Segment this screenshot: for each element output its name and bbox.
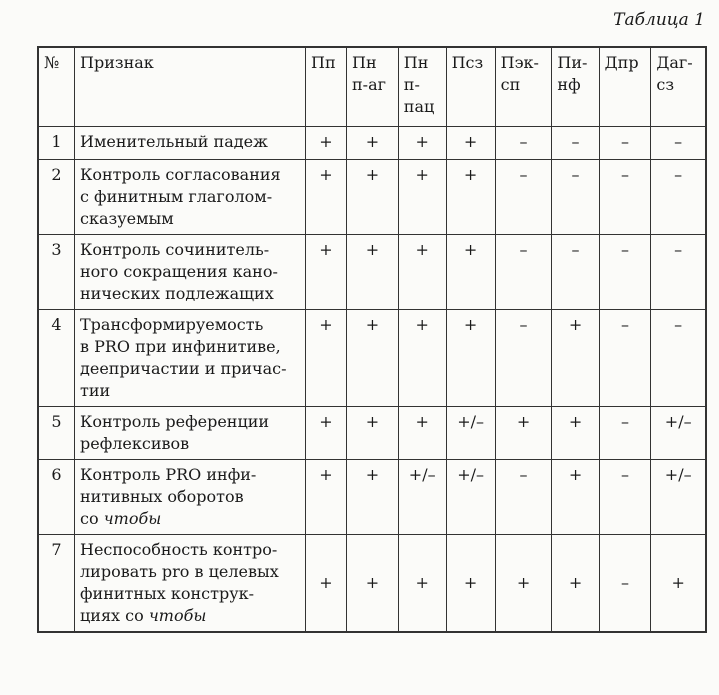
cell-mark: + xyxy=(446,235,495,310)
cell-mark: + xyxy=(398,407,446,460)
cell-mark: + xyxy=(446,535,495,633)
cell-mark: + xyxy=(347,160,399,235)
header-number: № xyxy=(38,47,75,127)
cell-mark: – xyxy=(495,235,552,310)
cell-mark: + xyxy=(552,310,599,407)
cell-mark: – xyxy=(599,160,651,235)
table-row xyxy=(38,460,706,535)
cell-mark: + xyxy=(306,235,347,310)
table-row xyxy=(38,407,706,460)
cell-mark: + xyxy=(552,535,599,633)
cell-mark: + xyxy=(306,460,347,535)
row-feature: Контроль PRO инфи- нитивных оборотов со чтобы xyxy=(75,460,306,535)
cell-mark: – xyxy=(599,407,651,460)
cell-mark: – xyxy=(651,127,706,160)
row-number: 3 xyxy=(38,235,75,310)
cell-mark: – xyxy=(599,310,651,407)
row-feature: Трансформируемость в PRO при инфинитиве, деепричастии и причас- тии xyxy=(75,310,306,407)
row-feature: Контроль референции рефлексивов xyxy=(75,407,306,460)
cell-mark: + xyxy=(398,310,446,407)
cell-mark: +/– xyxy=(398,460,446,535)
table-row xyxy=(38,310,706,407)
cell-mark: + xyxy=(306,310,347,407)
row-feature: Именительный падеж xyxy=(75,127,306,160)
row-feature: Контроль согласования с финитным глаголом- сказуемым xyxy=(75,160,306,235)
cell-mark: – xyxy=(599,127,651,160)
table-row xyxy=(38,127,706,160)
cell-mark: + xyxy=(495,407,552,460)
header-psz: Псз xyxy=(446,47,495,127)
cell-mark: + xyxy=(347,535,399,633)
cell-mark: – xyxy=(495,310,552,407)
cell-mark: + xyxy=(446,310,495,407)
header-pn-pac: Пн п- пац xyxy=(398,47,446,127)
header-pn-ag: Пн п-аг xyxy=(347,47,399,127)
header-dag-sz: Даг- сз xyxy=(651,47,706,127)
row-feature: Неспособность контро- лировать pro в целевых финитных конструк- циях со чтобы xyxy=(75,535,306,633)
cell-mark: – xyxy=(599,460,651,535)
table-row xyxy=(38,160,706,235)
cell-mark: – xyxy=(651,160,706,235)
cell-mark: + xyxy=(398,535,446,633)
cell-mark: – xyxy=(552,235,599,310)
cell-mark: + xyxy=(347,310,399,407)
cell-mark: + xyxy=(347,235,399,310)
cell-mark: – xyxy=(552,127,599,160)
feature-table xyxy=(37,46,707,633)
row-feature: Контроль сочинитель- ного сокращения кано- нических подлежащих xyxy=(75,235,306,310)
cell-mark: +/– xyxy=(651,407,706,460)
table-row xyxy=(38,535,706,633)
cell-mark: + xyxy=(398,127,446,160)
table-row xyxy=(38,235,706,310)
cell-mark: – xyxy=(495,160,552,235)
cell-mark: + xyxy=(306,127,347,160)
row-number: 7 xyxy=(38,535,75,633)
cell-mark: + xyxy=(306,160,347,235)
cell-mark: + xyxy=(398,235,446,310)
cell-mark: + xyxy=(306,407,347,460)
cell-mark: + xyxy=(446,160,495,235)
cell-mark: + xyxy=(398,160,446,235)
row-number: 6 xyxy=(38,460,75,535)
cell-mark: + xyxy=(347,407,399,460)
row-number: 4 xyxy=(38,310,75,407)
cell-mark: – xyxy=(552,160,599,235)
row-number: 5 xyxy=(38,407,75,460)
cell-mark: +/– xyxy=(446,407,495,460)
header-feature: Признак xyxy=(75,47,306,127)
cell-mark: – xyxy=(651,310,706,407)
header-pi-nf: Пи- нф xyxy=(552,47,599,127)
row-number: 2 xyxy=(38,160,75,235)
cell-mark: + xyxy=(347,127,399,160)
row-number: 1 xyxy=(38,127,75,160)
cell-mark: – xyxy=(495,127,552,160)
table-caption: Таблица 1 xyxy=(613,10,705,30)
cell-mark: +/– xyxy=(446,460,495,535)
cell-mark: + xyxy=(347,460,399,535)
header-pek-sp: Пэк- сп xyxy=(495,47,552,127)
cell-mark: + xyxy=(651,535,706,633)
cell-mark: + xyxy=(495,535,552,633)
cell-mark: – xyxy=(599,535,651,633)
cell-mark: + xyxy=(552,407,599,460)
cell-mark: +/– xyxy=(651,460,706,535)
cell-mark: – xyxy=(651,235,706,310)
cell-mark: – xyxy=(495,460,552,535)
cell-mark: + xyxy=(306,535,347,633)
cell-mark: + xyxy=(552,460,599,535)
header-dpr: Дпр xyxy=(599,47,651,127)
cell-mark: – xyxy=(599,235,651,310)
header-pp: Пп xyxy=(306,47,347,127)
table-header-row xyxy=(38,47,706,127)
cell-mark: + xyxy=(446,127,495,160)
